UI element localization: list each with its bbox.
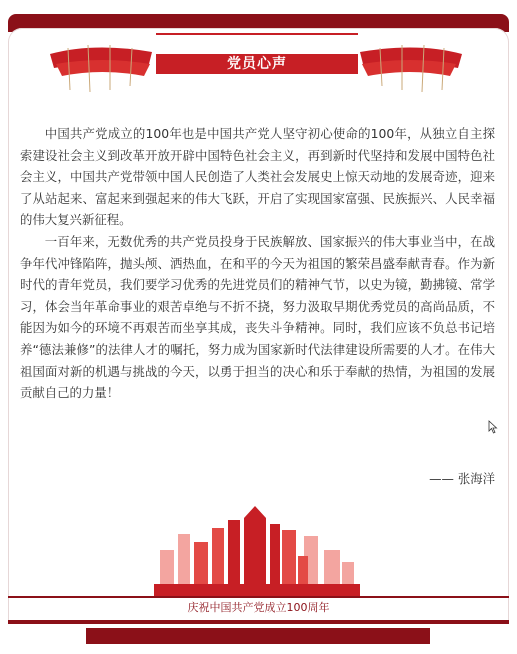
- article-body: [20, 123, 495, 404]
- footer-rule: [8, 596, 509, 598]
- author-signature: —— 张海洋: [429, 471, 495, 486]
- bottom-bar: [86, 628, 430, 644]
- red-fan-icon: [44, 38, 156, 94]
- bottom-frame-line: [8, 620, 509, 624]
- city-skyline-icon: [154, 500, 360, 596]
- paragraph-2: 一百年来，无数优秀的共产党员投身于民族解放、国家振兴的伟大事业当中，在战争年代冲锋陷阵，抛头颅、洒热血，在和平的今天为祖国的繁荣昌盛奉献青春。作为新时代的青年党员，我们要学习优秀的先进党员们的精神气节，以史为镜，勤拂镜、常学习，体会当年革命事业的艰苦卓绝与不折不挠，努力汲取早期优秀党员的高尚品质，不能因为如今的环境不再艰苦而坐享其成，丧失斗争精神。同时，我们应该不负总书记培养“德法兼修”的法律人才的嘱托，努力成为国家新时代法律建设所需要的人才。在伟大祖国面对新的机遇与挑战的今天，以勇于担当的决心和乐于奉献的热情，为祖国的发展贡献自己的力量！: [20, 233, 495, 401]
- title-top-rule: [156, 33, 358, 35]
- section-title: 党员心声: [156, 54, 358, 74]
- mouse-cursor-icon: [488, 420, 498, 434]
- red-fan-icon: [356, 38, 468, 94]
- paragraph-1: 中国共产党成立的100年也是中国共产党人坚守初心使命的100年，从独立自主探索建设社会主义到改革开放开辟中国特色社会主义，再到新时代坚持和发展中国特色社会主义，中国共产党带领中国人民创造了人类社会发展史上惊天动地的发展奇迹，迎来了从站起来、富起来到强起来的伟大飞跃，开启了实现国家富强、民族振兴、人民幸福的伟大复兴新征程。: [20, 126, 495, 228]
- footer-caption: 庆祝中国共产党成立100周年: [187, 601, 330, 614]
